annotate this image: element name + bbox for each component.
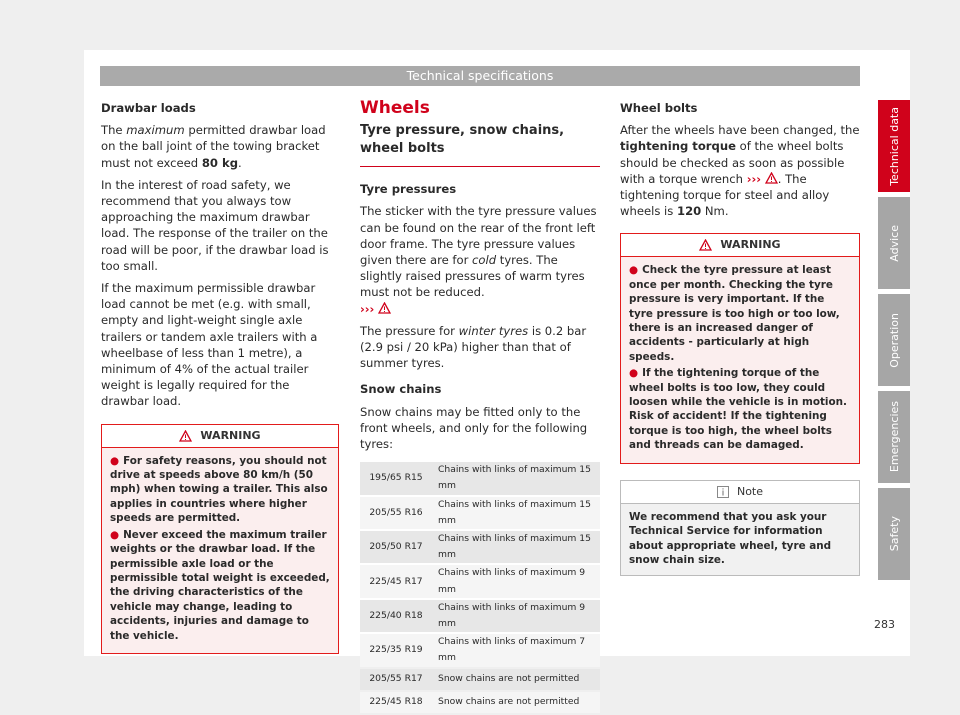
table-row: 225/35 R19 Chains with links of maximum 7 mm: [360, 634, 600, 666]
warning-icon: [179, 430, 192, 442]
warning-icon: [378, 302, 391, 314]
tab-emergencies[interactable]: Emergencies: [878, 391, 910, 483]
column-wheels: [360, 100, 600, 715]
drawbar-paragraph-1: The maximum permitted drawbar load on the ball joint of the towing bracket must not exceed 80 kg.: [101, 123, 326, 170]
wheels-subtitle: Tyre pressure, snow chains, wheel bolts: [360, 122, 600, 167]
wheel-bolts-warning-box: [620, 233, 860, 463]
warning-item: ● Check the tyre pressure at least once per month. Checking the tyre pressure is very important. If the tyre pressure is too high or too low, there is an increased danger of accidents - particularly at high speeds.: [629, 264, 840, 363]
warning-item: ● Never exceed the maximum trailer weights or the drawbar load. If the permissible axle load or the permissible total weight is exceeded, the driving characteristics of the vehicle may change, leading to accidents, injuries and damage to the vehicle.: [110, 528, 330, 642]
warning-item: ● For safety reasons, you should not drive at speeds above 80 km/h (50 mph) when towing a trailer. This also applies in countries where higher speeds are permitted.: [110, 454, 328, 525]
snow-chains-paragraph: Snow chains may be fitted only to the front wheels, and only for the following tyres:: [360, 404, 588, 452]
bullet-icon: ●: [629, 367, 639, 380]
tyre-pressures-paragraph-1: The sticker with the tyre pressure values can be found on the rear of the front left door frame. The tyre pressure values given there are for cold tyres. The slightly raised pressures of warm tyres must not be reduced. ›››: [360, 204, 597, 316]
info-icon: [717, 486, 729, 498]
bullet-icon: ●: [110, 454, 120, 467]
wheels-title: Wheels: [360, 98, 430, 118]
tyre-pressures-paragraph-2: The pressure for winter tyres is 0.2 bar (2.9 psi / 20 kPa) higher than that of summer tyres.: [360, 323, 587, 371]
table-row: 205/55 R16 Chains with links of maximum 15 mm: [360, 497, 600, 529]
warning-header: [621, 234, 859, 257]
warning-title: WARNING: [720, 238, 781, 252]
note-title: Note: [736, 484, 764, 498]
tab-safety[interactable]: Safety: [878, 488, 910, 580]
wheel-bolts-paragraph: After the wheels have been changed, the tightening torque of the wheel bolts should be checked as soon as possible with a torque wrench ››› . The tightening torque for steel and alloy wheels is 120 Nm.: [620, 123, 860, 219]
column-drawbar: [101, 100, 339, 654]
warning-icon: [699, 239, 712, 251]
wheel-bolts-heading: Wheel bolts: [620, 101, 698, 115]
table-row: 225/45 R17 Chains with links of maximum 9 mm: [360, 565, 600, 597]
cross-reference-link[interactable]: ›››: [746, 171, 762, 186]
table-row: 205/55 R17 Snow chains are not permitted: [360, 669, 600, 690]
bullet-icon: ●: [629, 264, 639, 277]
drawbar-warning-box: [101, 424, 339, 654]
tab-advice[interactable]: Advice: [878, 197, 910, 289]
drawbar-heading: Drawbar loads: [101, 101, 196, 115]
table-row: 205/50 R17 Chains with links of maximum 15 mm: [360, 531, 600, 563]
snow-chains-table: [360, 460, 600, 714]
table-row: 225/45 R18 Snow chains are not permitted: [360, 692, 600, 713]
tab-operation[interactable]: Operation: [878, 294, 910, 386]
snow-chains-heading: Snow chains: [360, 382, 442, 397]
warning-header: [102, 425, 338, 448]
cross-reference-link[interactable]: ›››: [360, 301, 375, 316]
warning-body: [102, 448, 338, 653]
warning-title: WARNING: [200, 428, 261, 442]
bullet-icon: ●: [110, 528, 120, 541]
drawbar-paragraph-3: If the maximum permissible drawbar load cannot be met (e.g. with small, empty and light-weight single axle trailers or tandem axle trailers with a wheelbase of less than 1 metre), a minimum of 4% of the actual trailer weight is legally required for the drawbar load.: [101, 281, 318, 409]
tab-technical-data[interactable]: Technical data: [878, 100, 910, 192]
table-row: 225/40 R18 Chains with links of maximum 9 mm: [360, 600, 600, 632]
warning-body: [621, 257, 859, 462]
table-row: 195/65 R15 Chains with links of maximum 15 mm: [360, 462, 600, 494]
tyre-pressures-heading: Tyre pressures: [360, 182, 457, 197]
note-header: [621, 481, 859, 504]
column-wheel-bolts: [620, 100, 860, 576]
page-number: 283: [874, 618, 895, 631]
warning-item: ● If the tightening torque of the wheel bolts is too low, they could loosen while the vehicle is in motion. Risk of accident! If the tightening torque is too high, the wheel bolts and threads can be damaged.: [629, 367, 847, 452]
note-box: [620, 480, 860, 577]
drawbar-paragraph-2: In the interest of road safety, we recommend that you always tow approaching the maximum drawbar load. The response of the trailer on the road will be poor, if the drawbar load is too small.: [101, 177, 329, 273]
section-header: Technical specifications: [100, 66, 860, 86]
warning-icon: [765, 172, 778, 184]
chapter-tabs: [878, 100, 910, 585]
note-text: We recommend that you ask your Technical Service for information about appropriate wheel, tyre and snow chain size.: [629, 510, 832, 566]
